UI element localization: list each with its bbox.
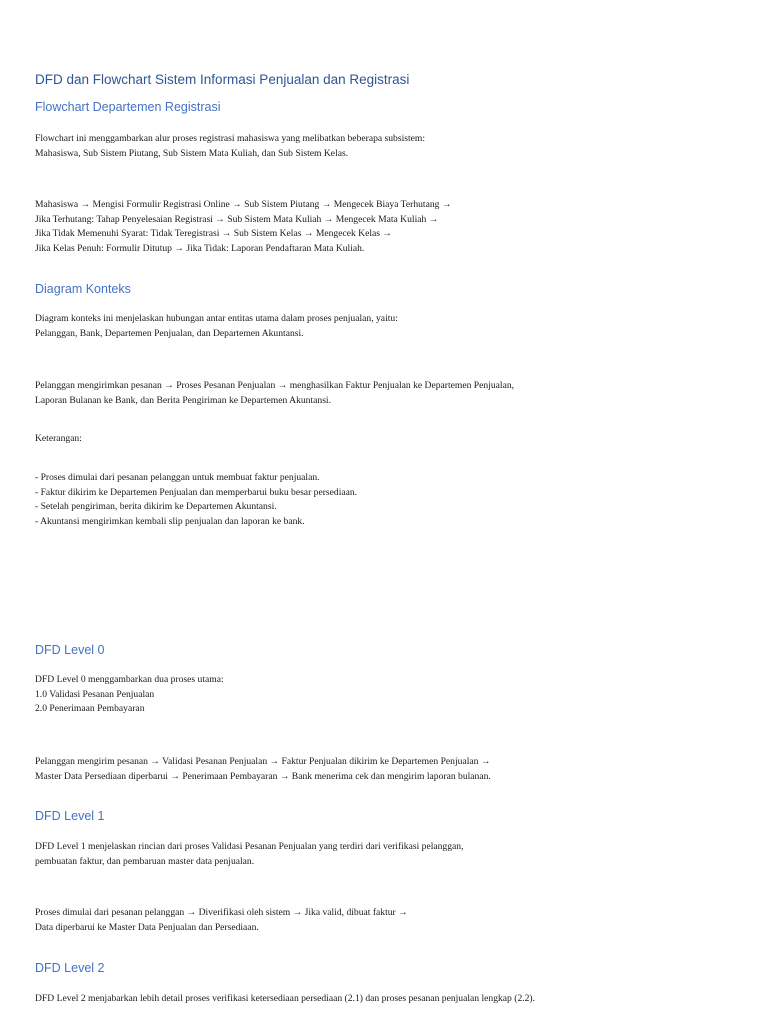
text-line: Mahasiswa → Mengisi Formulir Registrasi Online → Sub Sistem Piutang → Mengecek Biaya Terhutang → (35, 199, 452, 210)
flowchart-flow (35, 198, 735, 256)
text-line: Pelanggan mengirimkan pesanan → Proses Pesanan Penjualan → menghasilkan Faktur Penjualan ke Departemen Penjualan, (35, 380, 515, 391)
text-line: Pelanggan mengirim pesanan → Validasi Pesanan Penjualan → Faktur Penjualan dikirim ke Departemen Penjualan → (35, 756, 491, 767)
section-heading-level1: DFD Level 1 (35, 809, 105, 823)
text-line: Master Data Persediaan diperbarui → Penerimaan Pembayaran → Bank menerima cek dan mengirim laporan bulanan. (35, 770, 491, 782)
text-line: Pelanggan, Bank, Departemen Penjualan, dan Departemen Akuntansi. (35, 327, 304, 339)
text-line: Jika Kelas Penuh: Formulir Ditutup → Jika Tidak: Laporan Pendaftaran Mata Kuliah. (35, 242, 365, 254)
level0-intro (35, 673, 735, 717)
level1-intro (35, 840, 735, 869)
text-line: DFD Level 2 menjabarkan lebih detail proses verifikasi ketersediaan persediaan (2.1) dan proses pesanan penjualan lengkap (2.2). (35, 993, 536, 1004)
text-line: DFD Level 0 menggambarkan dua proses utama: (35, 674, 224, 685)
level0-flow (35, 755, 735, 784)
text-line: Proses dimulai dari pesanan pelanggan → Diverifikasi oleh sistem → Jika valid, dibuat faktur → (35, 907, 408, 918)
document-title: DFD dan Flowchart Sistem Informasi Penjualan dan Registrasi (35, 72, 410, 87)
text-line: Jika Tidak Memenuhi Syarat: Tidak Teregistrasi → Sub Sistem Kelas → Mengecek Kelas → (35, 228, 393, 240)
text-line: - Akuntansi mengirimkan kembali slip penjualan dan laporan ke bank. (35, 515, 305, 527)
section-heading-context: Diagram Konteks (35, 282, 131, 296)
level2-intro (35, 992, 735, 1007)
text-line: Laporan Bulanan ke Bank, dan Berita Pengiriman ke Departemen Akuntansi. (35, 394, 331, 406)
text-line: DFD Level 1 menjelaskan rincian dari proses Validasi Pesanan Penjualan yang terdiri dari verifikasi pelanggan, (35, 841, 464, 852)
text-line: 2.0 Penerimaan Pembayaran (35, 703, 145, 715)
text-line: 1.0 Validasi Pesanan Penjualan (35, 688, 155, 700)
text-line: Keterangan: (35, 433, 82, 444)
context-flow (35, 379, 735, 408)
text-line: - Faktur dikirim ke Departemen Penjualan dan memperbarui buku besar persediaan. (35, 486, 358, 498)
text-line: Jika Terhutang: Tahap Penyelesaian Registrasi → Sub Sistem Mata Kuliah → Mengecek Mata Kuliah → (35, 213, 439, 225)
context-note-label (35, 432, 735, 447)
context-intro (35, 312, 735, 341)
context-notes (35, 471, 735, 529)
section-heading-flowchart: Flowchart Departemen Registrasi (35, 100, 221, 114)
text-line: Diagram konteks ini menjelaskan hubungan antar entitas utama dalam proses penjualan, yaitu: (35, 313, 398, 324)
text-line: Data diperbarui ke Master Data Penjualan dan Persediaan. (35, 921, 259, 933)
text-line: - Proses dimulai dari pesanan pelanggan untuk membuat faktur penjualan. (35, 472, 320, 483)
section-heading-level2: DFD Level 2 (35, 961, 105, 975)
section-heading-level0: DFD Level 0 (35, 643, 105, 657)
text-line: pembuatan faktur, dan pembaruan master data penjualan. (35, 855, 255, 867)
flowchart-intro (35, 132, 735, 161)
text-line: Mahasiswa, Sub Sistem Piutang, Sub Sistem Mata Kuliah, dan Sub Sistem Kelas. (35, 147, 349, 159)
text-line: Flowchart ini menggambarkan alur proses registrasi mahasiswa yang melibatkan beberapa subsistem: (35, 133, 426, 144)
level1-flow (35, 906, 735, 935)
text-line: - Setelah pengiriman, berita dikirim ke Departemen Akuntansi. (35, 501, 277, 513)
